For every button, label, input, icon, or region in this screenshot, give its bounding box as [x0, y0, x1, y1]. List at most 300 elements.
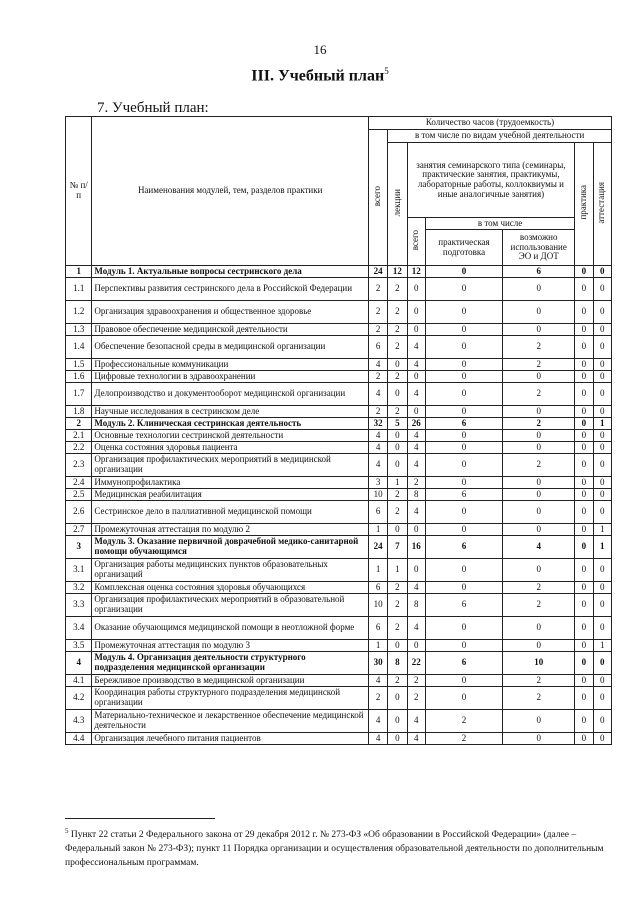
- row-lectures: 2: [388, 336, 407, 359]
- row-total: 2: [368, 278, 387, 301]
- row-attestation: 0: [593, 477, 611, 489]
- row-name: Модуль 1. Актуальные вопросы сестринского дела: [92, 266, 369, 278]
- row-num: 1.8: [66, 406, 92, 418]
- row-num: 2.2: [66, 442, 92, 454]
- row-practical-training: 0: [425, 430, 502, 442]
- row-total: 1: [368, 640, 387, 652]
- header-attestation-text: аттестация: [596, 181, 607, 224]
- row-total: 6: [368, 501, 387, 524]
- row-name: Промежуточная аттестация по модулю 3: [92, 640, 369, 652]
- row-name: Модуль 2. Клиническая сестринская деятельность: [92, 418, 369, 430]
- table-row: [66, 418, 612, 430]
- row-lectures: 0: [388, 687, 407, 710]
- row-lectures: 2: [388, 301, 407, 324]
- row-practice: 0: [575, 418, 593, 430]
- row-practical-training: 0: [425, 617, 502, 640]
- row-lectures: 0: [388, 442, 407, 454]
- row-practical-training: 0: [425, 501, 502, 524]
- row-eo-dot: 0: [503, 278, 575, 301]
- row-lectures: 2: [388, 582, 407, 594]
- row-eo-dot: 0: [503, 430, 575, 442]
- row-practice: 0: [575, 477, 593, 489]
- row-lectures: 12: [388, 266, 407, 278]
- row-practice: 0: [575, 359, 593, 371]
- row-seminars: 4: [407, 710, 425, 733]
- page-number: 16: [313, 42, 327, 57]
- row-practical-training: 6: [425, 536, 502, 559]
- header-eo-dot: возможно использование ЭО и ДОТ: [503, 230, 575, 266]
- row-seminars: 4: [407, 454, 425, 477]
- row-seminars: 4: [407, 733, 425, 745]
- row-lectures: 7: [388, 536, 407, 559]
- row-lectures: 0: [388, 640, 407, 652]
- row-total: 4: [368, 675, 387, 687]
- row-seminars: 4: [407, 430, 425, 442]
- row-seminars: 2: [407, 477, 425, 489]
- table-row: [66, 675, 612, 687]
- row-practice: 0: [575, 733, 593, 745]
- row-practical-training: 0: [425, 324, 502, 336]
- row-attestation: 0: [593, 559, 611, 582]
- table-row: [66, 477, 612, 489]
- row-practical-training: 6: [425, 489, 502, 501]
- curriculum-table: [65, 116, 612, 745]
- table-row: [66, 324, 612, 336]
- row-practical-training: 2: [425, 733, 502, 745]
- row-practice: 0: [575, 687, 593, 710]
- row-total: 32: [368, 418, 387, 430]
- row-practice: 0: [575, 266, 593, 278]
- row-lectures: 2: [388, 278, 407, 301]
- row-practice: 0: [575, 371, 593, 383]
- header-hours: Количество часов (трудоемкость): [368, 117, 611, 130]
- section-title-footnote-mark: 5: [384, 66, 389, 76]
- row-seminars: 0: [407, 371, 425, 383]
- row-num: 2.3: [66, 454, 92, 477]
- row-total: 6: [368, 617, 387, 640]
- row-practice: 0: [575, 652, 593, 675]
- row-name: Делопроизводство и документооборот медицинской организации: [92, 383, 369, 406]
- row-attestation: 0: [593, 594, 611, 617]
- header-lectures-text: лекции: [391, 188, 402, 217]
- table-row: [66, 442, 612, 454]
- table-row: [66, 640, 612, 652]
- row-attestation: 0: [593, 489, 611, 501]
- row-practice: 0: [575, 536, 593, 559]
- row-attestation: 0: [593, 266, 611, 278]
- row-name: Цифровые технологии в здравоохранении: [92, 371, 369, 383]
- row-practice: 0: [575, 594, 593, 617]
- header-attestation: [593, 143, 611, 266]
- row-practice: 0: [575, 617, 593, 640]
- table-body: [66, 266, 612, 745]
- table-row: [66, 301, 612, 324]
- row-name: Правовое обеспечение медицинской деятельности: [92, 324, 369, 336]
- row-name: Организация профилактических мероприятий в медицинской организации: [92, 454, 369, 477]
- header-seminar-total-text: всего: [410, 230, 421, 251]
- row-name: Промежуточная аттестация по модулю 2: [92, 524, 369, 536]
- table-row: [66, 501, 612, 524]
- row-eo-dot: 0: [503, 371, 575, 383]
- row-name: Координация работы структурного подразделения медицинской организации: [92, 687, 369, 710]
- row-lectures: 0: [388, 383, 407, 406]
- row-eo-dot: 0: [503, 442, 575, 454]
- row-name: Оценка состояния здоровья пациента: [92, 442, 369, 454]
- row-practical-training: 0: [425, 675, 502, 687]
- table-row: [66, 278, 612, 301]
- row-seminars: 0: [407, 324, 425, 336]
- row-lectures: 5: [388, 418, 407, 430]
- row-total: 2: [368, 324, 387, 336]
- row-practical-training: 0: [425, 524, 502, 536]
- row-num: 1.2: [66, 301, 92, 324]
- table-header: [66, 117, 612, 266]
- row-num: 4: [66, 652, 92, 675]
- row-practical-training: 0: [425, 687, 502, 710]
- row-eo-dot: 2: [503, 336, 575, 359]
- table-row: [66, 687, 612, 710]
- row-seminars: 12: [407, 266, 425, 278]
- row-attestation: 0: [593, 359, 611, 371]
- row-eo-dot: 0: [503, 324, 575, 336]
- row-seminars: 0: [407, 278, 425, 301]
- footnote: [65, 826, 613, 870]
- row-eo-dot: 0: [503, 559, 575, 582]
- row-total: 1: [368, 559, 387, 582]
- header-by-activity: в том числе по видам учебной деятельности: [388, 130, 612, 143]
- row-seminars: 2: [407, 675, 425, 687]
- row-attestation: 0: [593, 501, 611, 524]
- row-total: 2: [368, 371, 387, 383]
- row-total: 4: [368, 383, 387, 406]
- header-name: Наименования модулей, тем, разделов практики: [92, 117, 369, 266]
- table-row: [66, 559, 612, 582]
- header-practice-text: практика: [578, 185, 589, 220]
- row-seminars: 0: [407, 301, 425, 324]
- row-total: 4: [368, 454, 387, 477]
- row-total: 3: [368, 477, 387, 489]
- row-attestation: 1: [593, 536, 611, 559]
- row-seminars: 4: [407, 617, 425, 640]
- row-practical-training: 0: [425, 442, 502, 454]
- row-lectures: 2: [388, 324, 407, 336]
- row-practical-training: 6: [425, 594, 502, 617]
- row-num: 4.1: [66, 675, 92, 687]
- table-row: [66, 336, 612, 359]
- row-total: 4: [368, 359, 387, 371]
- row-practical-training: 0: [425, 301, 502, 324]
- row-practical-training: 0: [425, 278, 502, 301]
- row-num: 2.5: [66, 489, 92, 501]
- row-eo-dot: 0: [503, 489, 575, 501]
- row-lectures: 0: [388, 359, 407, 371]
- row-practice: 0: [575, 278, 593, 301]
- row-lectures: 2: [388, 406, 407, 418]
- row-total: 2: [368, 687, 387, 710]
- row-total: 4: [368, 442, 387, 454]
- row-lectures: 1: [388, 477, 407, 489]
- row-practice: 0: [575, 582, 593, 594]
- row-name: Иммунопрофилактика: [92, 477, 369, 489]
- row-eo-dot: 2: [503, 418, 575, 430]
- row-seminars: 0: [407, 559, 425, 582]
- row-num: 4.2: [66, 687, 92, 710]
- row-eo-dot: 0: [503, 617, 575, 640]
- row-eo-dot: 0: [503, 406, 575, 418]
- row-attestation: 1: [593, 524, 611, 536]
- row-total: 30: [368, 652, 387, 675]
- row-attestation: 0: [593, 336, 611, 359]
- row-name: Организация здравоохранения и общественное здоровье: [92, 301, 369, 324]
- row-name: Модуль 3. Оказание первичной доврачебной медико-санитарной помощи обучающимся: [92, 536, 369, 559]
- row-practical-training: 0: [425, 454, 502, 477]
- row-seminars: 4: [407, 582, 425, 594]
- row-lectures: 0: [388, 454, 407, 477]
- row-lectures: 1: [388, 559, 407, 582]
- table-row: [66, 489, 612, 501]
- header-practice: [575, 143, 593, 266]
- row-eo-dot: 2: [503, 687, 575, 710]
- row-total: 10: [368, 594, 387, 617]
- table-row: [66, 406, 612, 418]
- row-lectures: 2: [388, 617, 407, 640]
- section-title-text: III. Учебный план: [251, 67, 385, 85]
- row-eo-dot: 0: [503, 301, 575, 324]
- row-lectures: 0: [388, 733, 407, 745]
- row-practice: 0: [575, 324, 593, 336]
- row-seminars: 4: [407, 359, 425, 371]
- row-seminars: 4: [407, 501, 425, 524]
- subtitle: 7. Учебный план:: [97, 100, 209, 116]
- row-practical-training: 0: [425, 266, 502, 278]
- row-practical-training: 0: [425, 371, 502, 383]
- table-row: [66, 536, 612, 559]
- row-practice: 0: [575, 489, 593, 501]
- row-practical-training: 0: [425, 582, 502, 594]
- row-total: 24: [368, 536, 387, 559]
- row-name: Основные технологии сестринской деятельности: [92, 430, 369, 442]
- header-including: в том числе: [425, 218, 574, 230]
- row-num: 2.1: [66, 430, 92, 442]
- row-practical-training: 0: [425, 406, 502, 418]
- row-eo-dot: 10: [503, 652, 575, 675]
- row-name: Комплексная оценка состояния здоровья обучающихся: [92, 582, 369, 594]
- row-num: 4.3: [66, 710, 92, 733]
- table-row: [66, 652, 612, 675]
- row-attestation: 0: [593, 617, 611, 640]
- row-eo-dot: 0: [503, 524, 575, 536]
- row-practical-training: 6: [425, 418, 502, 430]
- row-eo-dot: 2: [503, 383, 575, 406]
- row-num: 1.1: [66, 278, 92, 301]
- row-total: 24: [368, 266, 387, 278]
- row-num: 3.1: [66, 559, 92, 582]
- row-practice: 0: [575, 559, 593, 582]
- row-num: 1.4: [66, 336, 92, 359]
- row-lectures: 2: [388, 594, 407, 617]
- row-num: 2.7: [66, 524, 92, 536]
- row-practical-training: 0: [425, 359, 502, 371]
- row-attestation: 0: [593, 675, 611, 687]
- header-seminars: занятия семинарского типа (семинары, практические занятия, практикумы, лабораторные работы, коллоквиумы и иные аналогичные занятия): [407, 143, 575, 218]
- row-practical-training: 0: [425, 383, 502, 406]
- row-num: 3.3: [66, 594, 92, 617]
- row-practical-training: 0: [425, 477, 502, 489]
- row-practice: 0: [575, 442, 593, 454]
- row-eo-dot: 0: [503, 710, 575, 733]
- row-num: 1.6: [66, 371, 92, 383]
- table-row: [66, 430, 612, 442]
- row-practice: 0: [575, 640, 593, 652]
- row-seminars: 4: [407, 383, 425, 406]
- row-seminars: 8: [407, 594, 425, 617]
- row-practical-training: 0: [425, 559, 502, 582]
- row-num: 4.4: [66, 733, 92, 745]
- table-row: [66, 383, 612, 406]
- row-num: 1.3: [66, 324, 92, 336]
- table-row: [66, 371, 612, 383]
- row-name: Перспективы развития сестринского дела в Российской Федерации: [92, 278, 369, 301]
- row-attestation: 0: [593, 582, 611, 594]
- row-seminars: 2: [407, 687, 425, 710]
- row-lectures: 0: [388, 710, 407, 733]
- row-total: 6: [368, 582, 387, 594]
- row-eo-dot: 6: [503, 266, 575, 278]
- row-eo-dot: 0: [503, 501, 575, 524]
- row-total: 2: [368, 301, 387, 324]
- row-eo-dot: 2: [503, 359, 575, 371]
- row-num: 2: [66, 418, 92, 430]
- row-attestation: 0: [593, 442, 611, 454]
- row-name: Обеспечение безопасной среды в медицинской организации: [92, 336, 369, 359]
- row-num: 2.4: [66, 477, 92, 489]
- row-attestation: 0: [593, 278, 611, 301]
- row-attestation: 0: [593, 710, 611, 733]
- row-seminars: 0: [407, 640, 425, 652]
- row-lectures: 0: [388, 524, 407, 536]
- row-name: Материально-техническое и лекарственное обеспечение медицинской деятельности: [92, 710, 369, 733]
- row-eo-dot: 2: [503, 582, 575, 594]
- row-eo-dot: 0: [503, 640, 575, 652]
- table-row: [66, 582, 612, 594]
- row-practice: 0: [575, 383, 593, 406]
- row-name: Бережливое производство в медицинской организации: [92, 675, 369, 687]
- row-practice: 0: [575, 336, 593, 359]
- row-practice: 0: [575, 301, 593, 324]
- row-attestation: 0: [593, 430, 611, 442]
- row-name: Медицинская реабилитация: [92, 489, 369, 501]
- row-num: 1.5: [66, 359, 92, 371]
- row-attestation: 1: [593, 640, 611, 652]
- table-row: [66, 617, 612, 640]
- row-seminars: 22: [407, 652, 425, 675]
- row-num: 3.2: [66, 582, 92, 594]
- row-num: 1.7: [66, 383, 92, 406]
- header-num: № п/п: [66, 117, 92, 266]
- row-practice: 0: [575, 454, 593, 477]
- table-row: [66, 524, 612, 536]
- header-seminar-total: [407, 218, 425, 266]
- row-name: Организация лечебного питания пациентов: [92, 733, 369, 745]
- row-lectures: 2: [388, 675, 407, 687]
- header-total: [368, 130, 387, 266]
- row-seminars: 16: [407, 536, 425, 559]
- row-name: Оказание обучающимся медицинской помощи в неотложной форме: [92, 617, 369, 640]
- row-attestation: 0: [593, 324, 611, 336]
- row-eo-dot: 0: [503, 733, 575, 745]
- header-total-text: всего: [372, 186, 383, 207]
- row-practical-training: 0: [425, 336, 502, 359]
- row-attestation: 0: [593, 383, 611, 406]
- row-num: 3.5: [66, 640, 92, 652]
- row-seminars: 4: [407, 442, 425, 454]
- row-seminars: 8: [407, 489, 425, 501]
- row-num: 2.6: [66, 501, 92, 524]
- row-name: Сестринское дело в паллиативной медицинской помощи: [92, 501, 369, 524]
- row-total: 4: [368, 430, 387, 442]
- table-row: [66, 266, 612, 278]
- row-practice: 0: [575, 406, 593, 418]
- row-seminars: 4: [407, 336, 425, 359]
- row-num: 1: [66, 266, 92, 278]
- row-attestation: 0: [593, 406, 611, 418]
- row-eo-dot: 4: [503, 536, 575, 559]
- row-seminars: 0: [407, 524, 425, 536]
- row-total: 1: [368, 524, 387, 536]
- row-total: 2: [368, 406, 387, 418]
- table-row: [66, 454, 612, 477]
- row-lectures: 2: [388, 489, 407, 501]
- row-name: Профессиональные коммуникации: [92, 359, 369, 371]
- row-eo-dot: 2: [503, 454, 575, 477]
- row-attestation: 1: [593, 418, 611, 430]
- table-row: [66, 733, 612, 745]
- row-total: 6: [368, 336, 387, 359]
- row-seminars: 26: [407, 418, 425, 430]
- row-attestation: 0: [593, 733, 611, 745]
- table-row: [66, 359, 612, 371]
- row-attestation: 0: [593, 371, 611, 383]
- row-eo-dot: 2: [503, 594, 575, 617]
- row-eo-dot: 0: [503, 477, 575, 489]
- table-row: [66, 710, 612, 733]
- row-attestation: 0: [593, 687, 611, 710]
- row-practical-training: 0: [425, 640, 502, 652]
- row-name: Научные исследования в сестринском деле: [92, 406, 369, 418]
- row-total: 4: [368, 710, 387, 733]
- header-practical-training: практическая подготовка: [425, 230, 502, 266]
- row-num: 3: [66, 536, 92, 559]
- row-practice: 0: [575, 524, 593, 536]
- row-attestation: 0: [593, 454, 611, 477]
- row-name: Организация профилактических мероприятий в образовательной организации: [92, 594, 369, 617]
- row-attestation: 0: [593, 301, 611, 324]
- row-num: 3.4: [66, 617, 92, 640]
- row-practical-training: 6: [425, 652, 502, 675]
- row-attestation: 0: [593, 652, 611, 675]
- row-lectures: 2: [388, 501, 407, 524]
- row-practice: 0: [575, 710, 593, 733]
- row-lectures: 0: [388, 430, 407, 442]
- row-total: 4: [368, 733, 387, 745]
- row-seminars: 0: [407, 406, 425, 418]
- row-name: Организация работы медицинских пунктов образовательных организаций: [92, 559, 369, 582]
- footnote-text: Пункт 22 статьи 2 Федерального закона от 29 декабря 2012 г. № 273-ФЗ «Об образовании в Российской Федерации» (далее – Федеральный закон № 273-ФЗ); пункт 11 Порядка организации и осуществления образовательной деятельности по дополнительным профессиональным программам.: [65, 830, 604, 868]
- section-title: [0, 66, 640, 85]
- table-row: [66, 594, 612, 617]
- row-practice: 0: [575, 675, 593, 687]
- row-total: 10: [368, 489, 387, 501]
